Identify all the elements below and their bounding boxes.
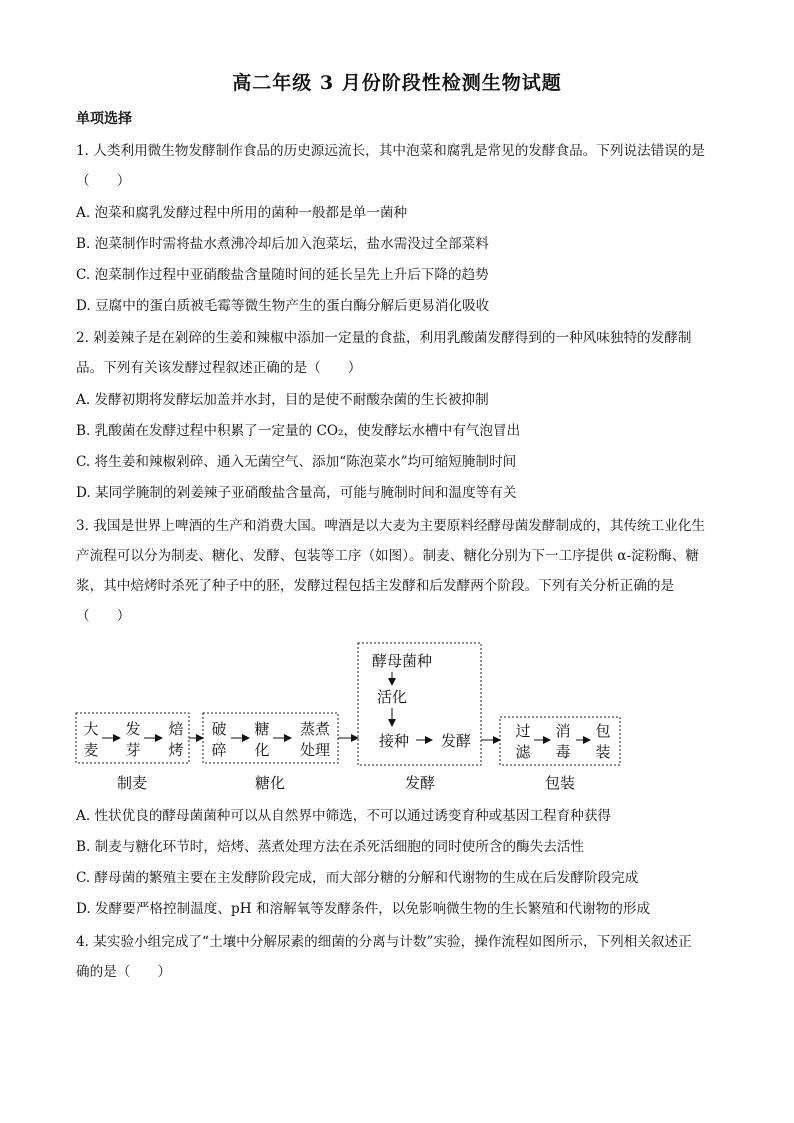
node-inoculation: 接种 [378, 732, 409, 750]
q3-stem-line3: 浆，其中焙烤时杀死了种子中的胚，发酵过程包括主发酵和后发酵两个阶段。下列有关分析正确的是 [76, 578, 675, 594]
node-zhengzhu-line1: 蒸煮 [299, 720, 330, 738]
node-tanghua-char1: 糖 [254, 720, 270, 738]
q1-option-b: B. 泡菜制作时需将盐水煮沸冷却后加入泡菜坛，盐水需没过全部菜料 [76, 236, 489, 252]
q3-option-d: D. 发酵要严格控制温度、pH 和溶解氧等发酵条件，以免影响微生物的生长繁殖和代谢物的形成 [76, 901, 651, 917]
q1-option-d: D. 豆腐中的蛋白质被毛霉等微生物产生的蛋白酶分解后更易消化吸收 [76, 298, 490, 314]
q1-stem-line2: （ ） [76, 173, 131, 189]
node-yeast-strain: 酵母菌种 [371, 652, 432, 670]
q3-stem-line2: 产流程可以分为制麦、糖化、发酵、包装等工序（如图）。制麦、糖化分别为下一工序提供 α-淀粉酶、糖 [76, 548, 700, 564]
node-damai [80, 718, 102, 760]
node-beikao-char1: 焙 [168, 720, 184, 738]
node-posui-char2: 碎 [211, 741, 227, 759]
node-posui-char1: 破 [211, 720, 227, 738]
q2-option-a: A. 发酵初期将发酵坛加盖并水封，目的是使不耐酸杂菌的生长被抑制 [76, 392, 489, 408]
section-heading: 单项选择 [76, 111, 132, 127]
node-activation: 活化 [376, 688, 407, 706]
q3-option-a: A. 性状优良的酵母菌菌种可以从自然界中筛选，不可以通过诱变育种或基因工程育种获得 [76, 808, 612, 824]
group-caption-tanghua: 糖化 [254, 774, 285, 792]
node-guolv [512, 720, 534, 762]
group-caption-fajiao: 发酵 [404, 774, 435, 792]
node-xiaodu-char2: 毒 [555, 743, 571, 761]
q1-option-c: C. 泡菜制作过程中亚硝酸盐含量随时间的延长呈先上升后下降的趋势 [76, 267, 489, 283]
q2-option-c: C. 将生姜和辣椒剁碎、通入无菌空气、添加“陈泡菜水”均可缩短腌制时间 [76, 454, 517, 470]
node-baozhuang-char2: 装 [595, 743, 611, 761]
node-zhengzhu [293, 718, 337, 760]
q2-option-d: D. 某同学腌制的剁姜辣子亚硝酸盐含量高，可能与腌制时间和温度等有关 [76, 485, 517, 501]
group-caption-baozhuang: 包装 [544, 774, 575, 792]
node-beikao-char2: 烤 [168, 741, 184, 759]
node-damai-char1: 大 [83, 720, 99, 738]
q2-stem-line1: 2. 剁姜辣子是在剁碎的生姜和辣椒中添加一定量的食盐，利用乳酸菌发酵得到的一种风味独特的发酵制 [76, 330, 692, 346]
node-faya-char2: 芽 [125, 741, 141, 759]
q2-stem-line2: 品。下列有关该发酵过程叙述正确的是（ ） [76, 360, 362, 376]
node-zhengzhu-line2: 处理 [299, 741, 330, 759]
node-tanghua-char2: 化 [254, 741, 270, 759]
node-baozhuang-char1: 包 [595, 722, 611, 740]
node-baozhuang [592, 720, 614, 762]
node-fermentation: 发酵 [440, 732, 471, 750]
q3-stem-line1: 3. 我国是世界上啤酒的生产和消费大国。啤酒是以大麦为主要原料经酵母菌发酵制成的，其传统工业化生 [76, 518, 706, 534]
page-title: 高二年级 3 月份阶段性检测生物试题 [232, 72, 562, 94]
q3-option-c: C. 酵母菌的繁殖主要在主发酵阶段完成，而大部分糖的分解和代谢物的生成在后发酵阶段完成 [76, 870, 639, 886]
q2-option-b: B. 乳酸菌在发酵过程中积累了一定量的 CO₂，使发酵坛水槽中有气泡冒出 [76, 423, 521, 439]
q1-stem-line1: 1. 人类利用微生物发酵制作食品的历史源远流长，其中泡菜和腐乳是常见的发酵食品。下列说法错误的是 [76, 143, 706, 159]
q3-option-b: B. 制麦与糖化环节时，焙烤、蒸煮处理方法在杀死活细胞的同时使所含的酶失去活性 [76, 839, 585, 855]
beer-process-diagram [72, 640, 632, 800]
node-guolv-char1: 过 [515, 722, 531, 740]
node-faya-char1: 发 [125, 720, 141, 738]
node-xiaodu [552, 720, 574, 762]
q1-option-a: A. 泡菜和腐乳发酵过程中所用的菌种一般都是单一菌种 [76, 205, 408, 221]
node-faya [122, 718, 144, 760]
node-xiaodu-char1: 消 [555, 722, 571, 740]
q4-stem-line1: 4. 某实验小组完成了“土壤中分解尿素的细菌的分离与计数”实验，操作流程如图所示，下列相关叙述正 [76, 934, 692, 950]
node-damai-char2: 麦 [83, 741, 99, 759]
node-posui [208, 718, 230, 760]
group-caption-zhimai: 制麦 [116, 774, 147, 792]
node-tanghua [251, 718, 273, 760]
q3-stem-line4: （ ） [76, 608, 131, 624]
node-beikao [165, 718, 187, 760]
node-guolv-char2: 滤 [515, 743, 531, 761]
q4-stem-line2: 确的是（ ） [76, 964, 172, 980]
